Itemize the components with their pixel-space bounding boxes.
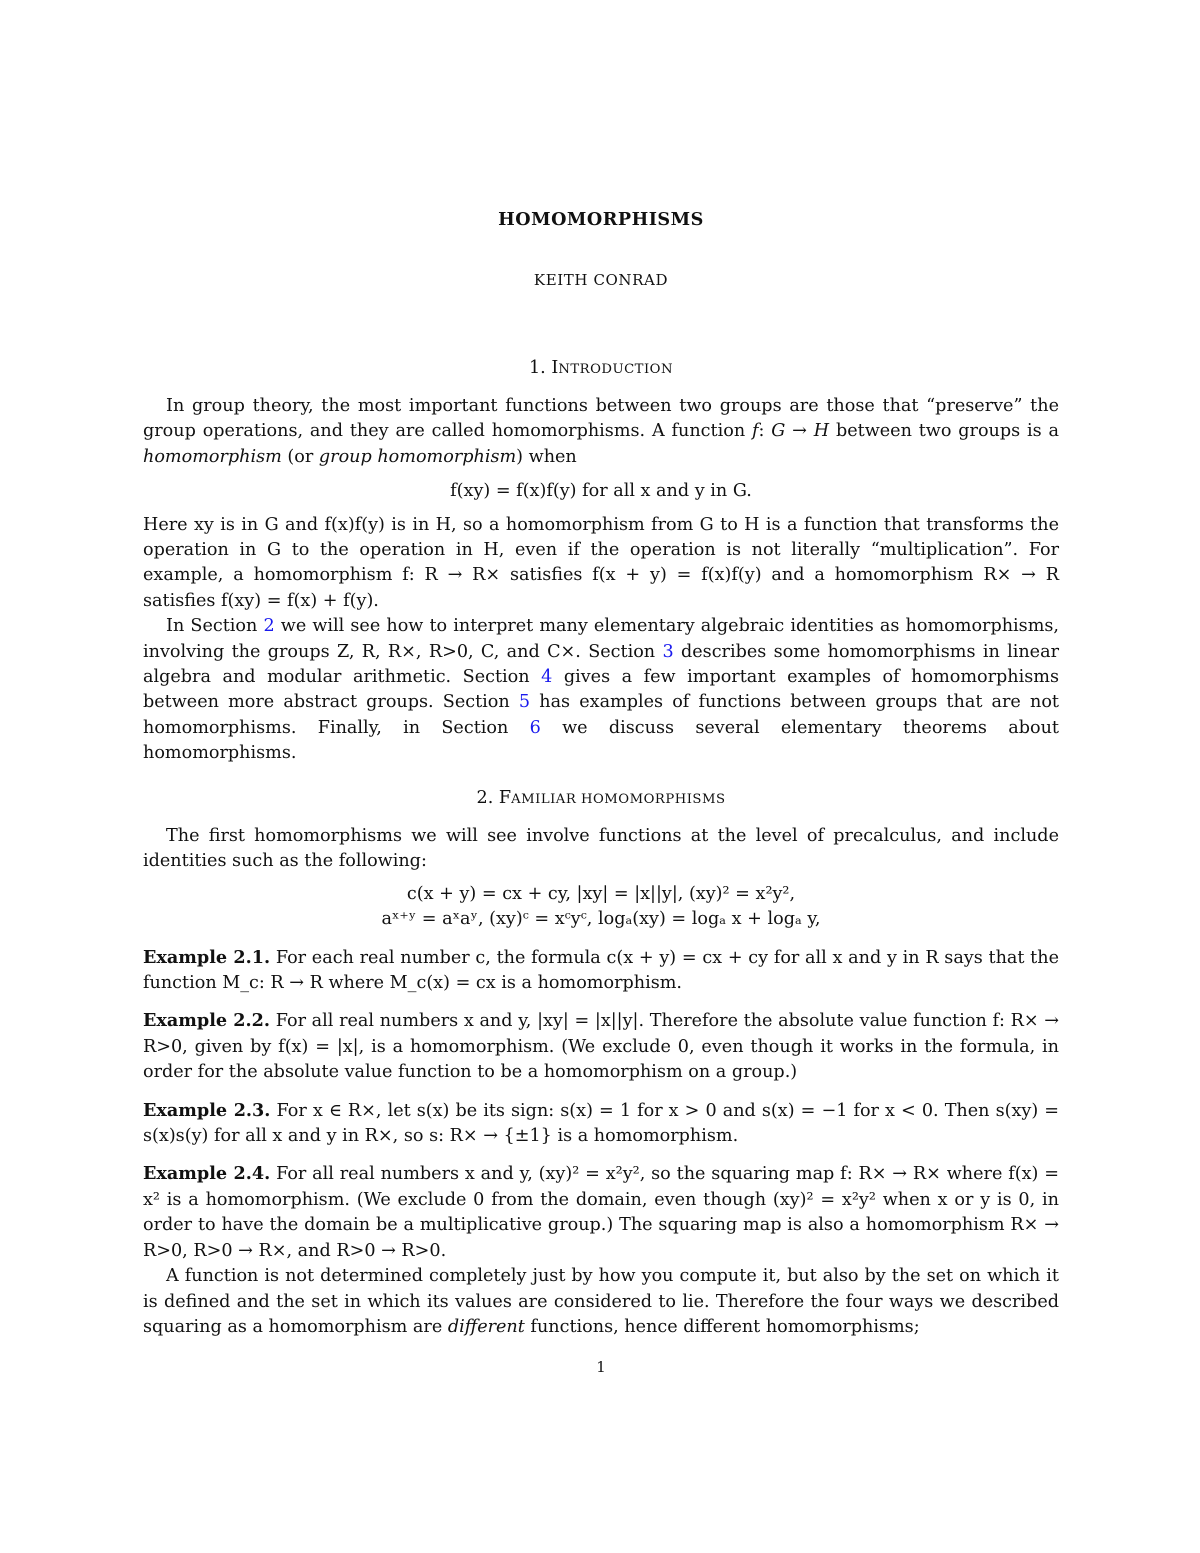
- emph-different: different: [447, 1316, 525, 1337]
- text-run: (or: [281, 446, 319, 467]
- text-run: gives a few important examples of homomorphisms between more abstract groups. Section: [143, 667, 1060, 713]
- section-1-heading: [143, 356, 1059, 382]
- text-run: In Section: [166, 616, 264, 637]
- text-run: ) when: [516, 446, 577, 467]
- example-2-3: [143, 1098, 1059, 1150]
- section-2-first-letter: F: [498, 788, 512, 808]
- text-run: describes some homomorphisms in linear algebra and modular arithmetic. Section: [143, 641, 1059, 688]
- intro-paragraph-2: Here xy is in G and f(x)f(y) is in H, so a homomorphism from G to H is a function that transforms the operation in G to the operation in H, even if the operation is not literally “multiplication”. For example, a homomorphism f: R → R× satisfies f(x + y) = f(x)f(y) and a homomorphism R× → R satisfies f(xy) = f(x) + f(y).: [143, 514, 1059, 611]
- example-2-2: [143, 1008, 1059, 1085]
- example-label: Example 2.3.: [143, 1099, 271, 1121]
- intro-paragraph-1: [143, 394, 1059, 470]
- section-1-first-letter: I: [551, 358, 559, 378]
- section-2-number: 2.: [476, 788, 494, 808]
- section-2-heading: [143, 786, 1059, 812]
- text-run: In group theory, the most important functions between two groups are those that “preserve” the group operations, and they are called homomorphisms. A function: [143, 396, 1059, 442]
- display-identities-line-1: c(x + y) = cx + cy, |xy| = |x||y|, (xy)² = x²y²,: [406, 883, 796, 904]
- intro-paragraph-3: [143, 614, 1059, 766]
- example-label: Example 2.4.: [143, 1163, 271, 1185]
- section-5-link[interactable]: 5: [518, 692, 531, 713]
- section-2-link[interactable]: 2: [263, 616, 275, 637]
- display-equation-homomorphism: f(xy) = f(x)f(y) for all x and y in G.: [450, 481, 752, 502]
- example-text: For all real numbers x and y, |xy| = |x||y|. Therefore the absolute value function f: R× → R>0, given by f(x) = |x|, is a homomorphism. (We exclude 0, even though it works in the formula, in order for the absolute value function to be a homomorphism on a group.): [143, 1011, 1059, 1083]
- example-2-4: [143, 1161, 1059, 1264]
- familiar-paragraph-1: The first homomorphisms we will see involve functions at the level of precalculus, and include identities such as the following:: [143, 826, 1059, 872]
- text-run: A function is not determined completely just by how you compute it, but also by the set on which it is defined and the set in which its values are considered to lie. Therefore the four ways we described squaring as a homomorphism are: [143, 1266, 1059, 1337]
- intro-block: [143, 394, 1059, 767]
- example-text: For x ∈ R×, let s(x) be its sign: s(x) = 1 for x > 0 and s(x) = −1 for x < 0. Then s(xy) = s(x)s(y) for all x and y in R×, so s: R× → {±1} is a homomorphism.: [143, 1100, 1059, 1147]
- text-run: we discuss several elementary theorems about homomorphisms.: [143, 717, 1059, 764]
- section-4-link[interactable]: 4: [541, 667, 553, 688]
- section-3-link[interactable]: 3: [662, 641, 674, 662]
- emph-group-homomorphism: group homomorphism: [318, 446, 517, 467]
- example-text: For each real number c, the formula c(x + y) = cx + cy for all x and y in R says that the function M_c: R → R where M_c(x) = cx is a homomorphism.: [143, 947, 1059, 994]
- text-run: functions, hence different homomorphisms;: [524, 1316, 920, 1337]
- math-arrow: →: [785, 421, 814, 442]
- author-name: KEITH CONRAD: [533, 271, 669, 289]
- example-text: For all real numbers x and y, (xy)² = x²y², so the squaring map f: R× → R× where f(x) = x² is a homomorphism. (We exclude 0 from the domain, even though (xy)² = x²y² when x or y is 0, in order to have the domain be a multiplicative group.) The squaring map is also a homomorphism R× → R>0, R>0 → R×, and R>0 → R>0.: [143, 1164, 1059, 1261]
- text-run: :: [758, 421, 772, 442]
- emph-homomorphism: homomorphism: [143, 446, 282, 467]
- page-number: 1: [596, 1358, 606, 1376]
- paper-title: HOMOMORPHISMS: [498, 209, 704, 230]
- text-run: between two groups is a: [829, 421, 1059, 442]
- example-label: Example 2.1.: [143, 946, 271, 968]
- section-2-title-rest: AMILIAR HOMOMORPHISMS: [511, 792, 726, 807]
- section-6-link[interactable]: 6: [529, 717, 541, 738]
- familiar-block: [143, 824, 1059, 1340]
- section-1-number: 1.: [528, 358, 546, 378]
- text-run: we will see how to interpret many elementary algebraic identities as homomorphisms, involving the groups Z, R, R×, R>0, C, and C×. Section: [143, 616, 1059, 662]
- example-2-1: [143, 945, 1059, 997]
- math-H: H: [813, 421, 830, 442]
- text-run: has examples of functions between groups that are not homomorphisms. Finally, in Section: [143, 692, 1059, 738]
- example-label: Example 2.2.: [143, 1010, 271, 1032]
- closing-paragraph: [143, 1264, 1059, 1340]
- math-f: f: [752, 421, 759, 442]
- math-G: G: [771, 421, 786, 442]
- section-1-title-rest: NTRODUCTION: [558, 362, 674, 377]
- display-identities-line-2: aˣ⁺ʸ = aˣaʸ, (xy)ᶜ = xᶜyᶜ, logₐ(xy) = logₐ x + logₐ y,: [381, 909, 821, 930]
